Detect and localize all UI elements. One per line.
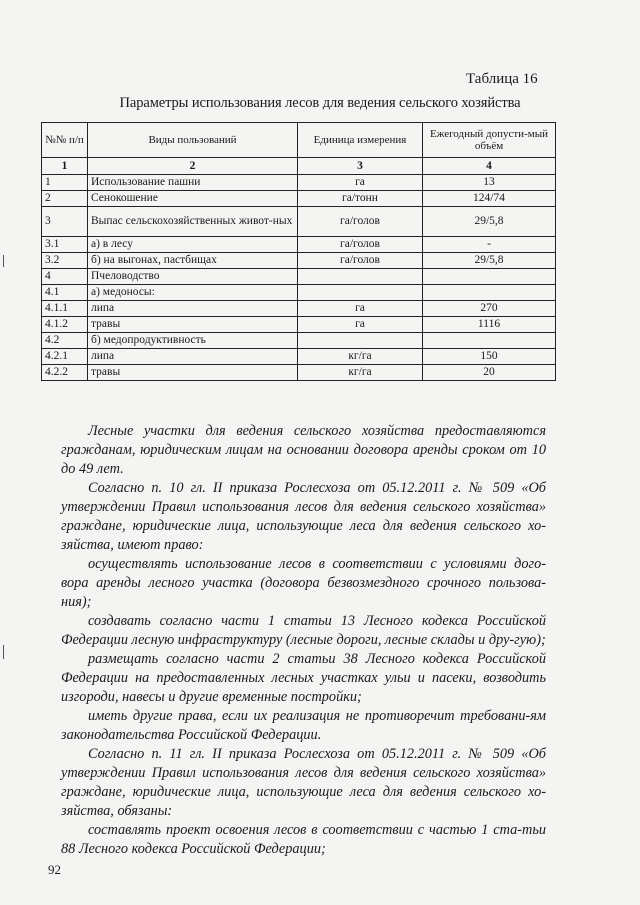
column-number: 1 <box>42 158 88 175</box>
column-header-kind: Виды пользований <box>88 123 298 158</box>
row-number: 4.2 <box>42 333 88 349</box>
table-row <box>42 333 556 349</box>
page-number: 92 <box>48 862 61 877</box>
row-unit: га/голов <box>298 237 423 253</box>
row-unit: кг/га <box>298 349 423 365</box>
row-kind: травы <box>88 317 298 333</box>
table-number: Таблица 16 <box>466 71 538 87</box>
row-unit: га/тонн <box>298 191 423 207</box>
row-unit: га/голов <box>298 253 423 269</box>
paragraph: размещать согласно части 2 статьи 38 Лесного кодекса Российской Федерации на предоставленных лесных участках ульи и пасеки, возводить изгороди, навесы и другие временные постройки; <box>61 651 546 705</box>
row-volume: 29/5,8 <box>423 253 556 269</box>
row-volume: 150 <box>423 349 556 365</box>
row-unit: га <box>298 301 423 317</box>
paragraph: Согласно п. 11 гл. II приказа Рослесхоза от 05.12.2011 г. № 509 «Об утверждении Правил использования лесов для ведения сельского хозяйства» граждане, юридические лица, использующие леса для ведения сельского хо-зяйства, обязаны: <box>61 746 546 819</box>
row-unit: га <box>298 317 423 333</box>
row-number: 4.1 <box>42 285 88 301</box>
row-volume: 270 <box>423 301 556 317</box>
row-number: 3 <box>42 207 88 237</box>
table-row <box>42 269 556 285</box>
table-row <box>42 365 556 381</box>
row-volume: 20 <box>423 365 556 381</box>
table-title: Параметры использования лесов для ведения сельского хозяйства <box>119 95 521 111</box>
table-row <box>42 317 556 333</box>
row-volume: - <box>423 237 556 253</box>
parameters-table <box>41 122 556 381</box>
row-volume <box>423 333 556 349</box>
row-kind: Пчеловодство <box>88 269 298 285</box>
row-number: 4 <box>42 269 88 285</box>
row-unit <box>298 333 423 349</box>
row-unit <box>298 269 423 285</box>
row-unit: га/голов <box>298 207 423 237</box>
column-header-unit: Единица измерения <box>298 123 423 158</box>
row-volume: 29/5,8 <box>423 207 556 237</box>
row-number: 4.1.1 <box>42 301 88 317</box>
column-number: 3 <box>298 158 423 175</box>
paragraph: иметь другие права, если их реализация не противоречит требовани-ям законодательства Российской Федерации. <box>61 708 546 743</box>
table-row <box>42 349 556 365</box>
paragraph: осуществлять использование лесов в соответствии с условиями дого-вора аренды лесного участка (договора безвозмездного срочного пользова-ния); <box>61 556 546 610</box>
row-unit: кг/га <box>298 365 423 381</box>
row-volume <box>423 269 556 285</box>
row-kind: Использование пашни <box>88 175 298 191</box>
row-number: 3.2 <box>42 253 88 269</box>
paragraph: Лесные участки для ведения сельского хозяйства предоставляются гражданам, юридическим лицам на основании договора аренды сроком от 10 до 49 лет. <box>61 423 546 477</box>
row-kind: липа <box>88 301 298 317</box>
column-number: 2 <box>88 158 298 175</box>
row-number: 3.1 <box>42 237 88 253</box>
row-volume: 13 <box>423 175 556 191</box>
column-number-row <box>42 158 556 175</box>
scan-artifact <box>3 255 4 267</box>
row-volume: 1116 <box>423 317 556 333</box>
row-kind: б) на выгонах, пастбищах <box>88 253 298 269</box>
row-number: 4.2.2 <box>42 365 88 381</box>
column-number: 4 <box>423 158 556 175</box>
row-volume: 124/74 <box>423 191 556 207</box>
row-unit <box>298 285 423 301</box>
row-unit: га <box>298 175 423 191</box>
table-row <box>42 191 556 207</box>
paragraph: создавать согласно части 1 статьи 13 Лесного кодекса Российской Федерации лесную инфраструктуру (лесные дороги, лесные склады и дру-гую); <box>61 613 546 648</box>
paragraph: составлять проект освоения лесов в соответствии с частью 1 ста-тьи 88 Лесного кодекса Российской Федерации; <box>61 822 546 857</box>
table-header-row <box>42 123 556 158</box>
table-row <box>42 237 556 253</box>
row-number: 4.2.1 <box>42 349 88 365</box>
row-kind: липа <box>88 349 298 365</box>
row-kind: а) в лесу <box>88 237 298 253</box>
row-number: 2 <box>42 191 88 207</box>
row-volume <box>423 285 556 301</box>
table-row <box>42 301 556 317</box>
row-kind: травы <box>88 365 298 381</box>
row-number: 4.1.2 <box>42 317 88 333</box>
paragraph: Согласно п. 10 гл. II приказа Рослесхоза от 05.12.2011 г. № 509 «Об утверждении Правил использования лесов для ведения сельского хозяйства» граждане, юридические лица, использующие леса для ведения сельского хо-зяйства, имеют право: <box>61 480 546 553</box>
row-kind: Сенокошение <box>88 191 298 207</box>
column-header-volume: Ежегодный допусти-мый объём <box>423 123 556 158</box>
table-row <box>42 207 556 237</box>
table-row <box>42 175 556 191</box>
table-row <box>42 253 556 269</box>
scan-artifact <box>3 645 4 659</box>
row-kind: Выпас сельскохозяйственных живот-ных <box>88 207 298 237</box>
column-header-number: №№ п/п <box>42 123 88 158</box>
row-kind: а) медоносы: <box>88 285 298 301</box>
row-number: 1 <box>42 175 88 191</box>
row-kind: б) медопродуктивность <box>88 333 298 349</box>
body-text <box>61 422 546 859</box>
table-row <box>42 285 556 301</box>
